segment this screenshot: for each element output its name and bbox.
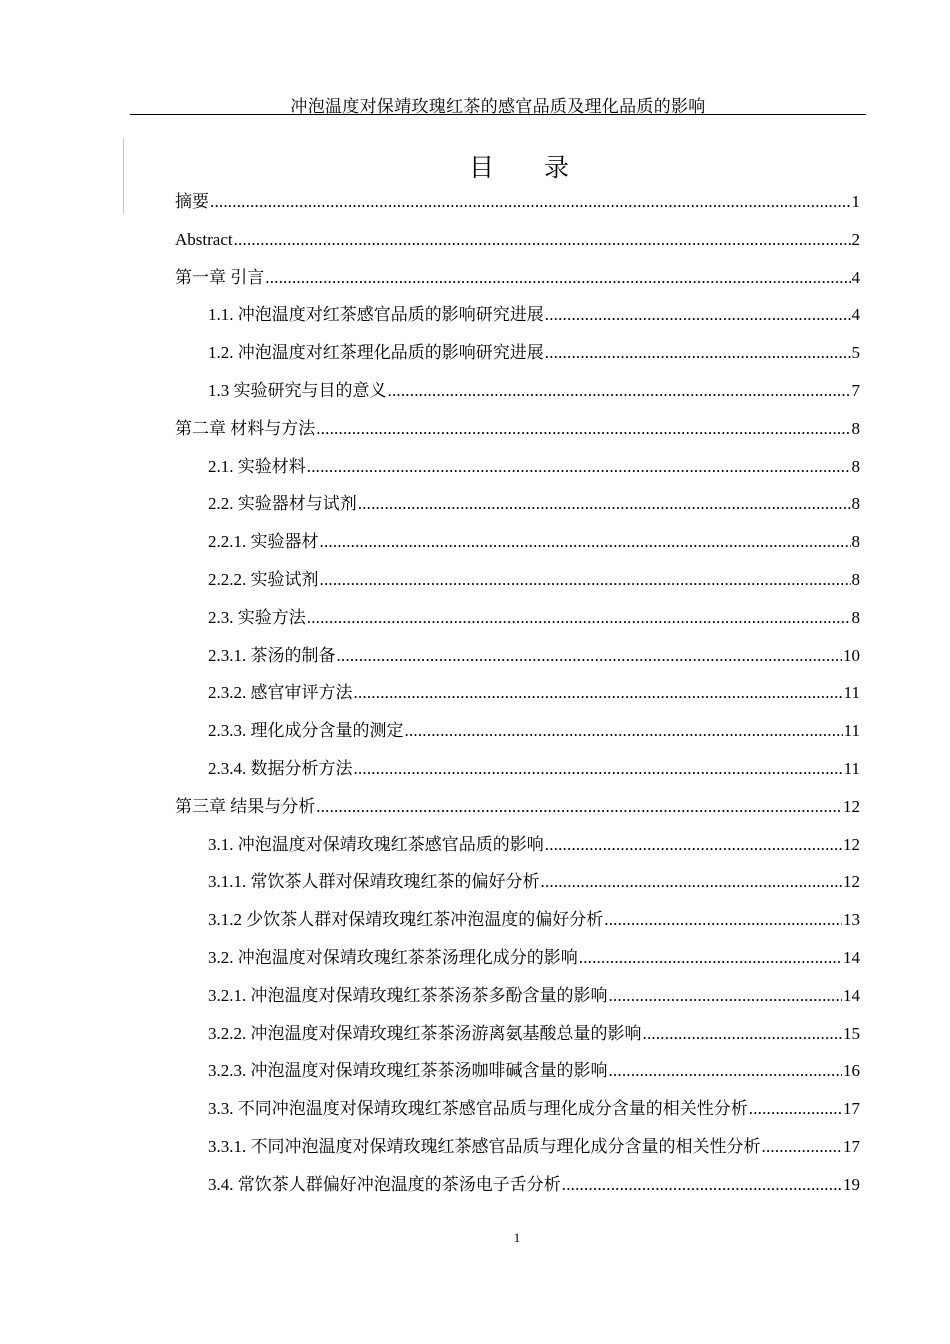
- toc-entry-label: 3.2. 冲泡温度对保靖玫瑰红茶茶汤理化成分的影响: [208, 947, 578, 967]
- toc-title-char: 目: [468, 155, 496, 182]
- toc-dot-leader: [609, 984, 843, 1008]
- toc-dot-leader: [749, 1097, 842, 1121]
- toc-entry-page: 17: [843, 1099, 860, 1119]
- toc-entry-label: 3.1.2 少饮茶人群对保靖玫瑰红茶冲泡温度的偏好分析: [208, 910, 604, 930]
- toc-entry-page: 8: [851, 418, 860, 438]
- toc-entry-page: 4: [851, 305, 860, 325]
- toc-entry-page: 12: [843, 834, 860, 854]
- toc-entry-label: 3.2.1. 冲泡温度对保靖玫瑰红茶茶汤茶多酚含量的影响: [208, 985, 608, 1005]
- toc-entry-page: 8: [851, 532, 860, 552]
- toc-dot-leader: [210, 190, 851, 214]
- toc-dot-leader: [316, 795, 842, 819]
- toc-entry-label: 3.1. 冲泡温度对保靖玫瑰红茶感官品质的影响: [208, 834, 544, 854]
- toc-entry-label: 3.3.1. 不同冲泡温度对保靖玫瑰红茶感官品质与理化成分含量的相关性分析: [208, 1136, 761, 1156]
- toc-dot-leader: [320, 568, 851, 592]
- toc-entry-label: 3.2.3. 冲泡温度对保靖玫瑰红茶茶汤咖啡碱含量的影响: [208, 1061, 608, 1081]
- toc-dot-leader: [604, 908, 842, 932]
- toc-dot-leader: [643, 1022, 843, 1046]
- toc-entry-label: 2.3.4. 数据分析方法: [208, 758, 353, 778]
- toc-entry[interactable]: [175, 795, 860, 833]
- toc-entry[interactable]: [175, 190, 860, 228]
- running-header: 冲泡温度对保靖玫瑰红茶的感官品质及理化品质的影响: [290, 97, 706, 116]
- toc-entry[interactable]: [175, 1173, 860, 1211]
- toc-entry-page: 10: [843, 645, 860, 665]
- toc-dot-leader: [405, 719, 843, 743]
- toc-title: [0, 148, 950, 184]
- toc-entry[interactable]: [175, 530, 860, 568]
- toc-dot-leader: [358, 492, 851, 516]
- toc-entry[interactable]: [175, 1059, 860, 1097]
- toc-entry-label: 3.4. 常饮茶人群偏好冲泡温度的茶汤电子舌分析: [208, 1174, 561, 1194]
- toc-entry-page: 8: [851, 494, 860, 514]
- toc-entry[interactable]: [175, 266, 860, 304]
- toc-entry-label: 第二章 材料与方法: [175, 418, 316, 438]
- toc-dot-leader: [265, 266, 850, 290]
- toc-entry[interactable]: [175, 1022, 860, 1060]
- toc-entry-label: 3.1.1. 常饮茶人群对保靖玫瑰红茶的偏好分析: [208, 872, 540, 892]
- toc-entry[interactable]: [175, 341, 860, 379]
- toc-entry-page: 12: [843, 796, 860, 816]
- toc-entry-label: 第三章 结果与分析: [175, 796, 316, 816]
- toc-entry-page: 17: [843, 1136, 860, 1156]
- toc-entry-page: 4: [851, 267, 860, 287]
- toc-entry-page: 7: [851, 380, 860, 400]
- toc-dot-leader: [762, 1135, 843, 1159]
- toc-entry-page: 1: [851, 192, 860, 211]
- toc-entry-page: 15: [843, 1023, 860, 1043]
- toc-entry-page: 12: [843, 872, 860, 892]
- table-of-contents: [175, 190, 860, 1211]
- toc-entry[interactable]: [175, 681, 860, 719]
- toc-entry-page: 8: [851, 607, 860, 627]
- toc-entry-page: 14: [843, 947, 860, 967]
- toc-dot-leader: [609, 1059, 843, 1083]
- toc-entry-page: 11: [843, 683, 860, 703]
- toc-entry-page: 11: [843, 721, 860, 741]
- toc-entry[interactable]: [175, 644, 860, 682]
- toc-entry-label: 3.2.2. 冲泡温度对保靖玫瑰红茶茶汤游离氨基酸总量的影响: [208, 1023, 642, 1043]
- toc-dot-leader: [541, 870, 843, 894]
- toc-entry-page: 13: [843, 910, 860, 930]
- toc-dot-leader: [307, 606, 851, 630]
- toc-entry[interactable]: [175, 417, 860, 455]
- toc-entry-label: 2.2.1. 实验器材: [208, 532, 319, 552]
- toc-entry-label: 3.3. 不同冲泡温度对保靖玫瑰红茶感官品质与理化成分含量的相关性分析: [208, 1099, 748, 1119]
- toc-entry-label: 2.1. 实验材料: [208, 456, 306, 476]
- toc-dot-leader: [337, 644, 843, 668]
- toc-entry[interactable]: [175, 568, 860, 606]
- toc-dot-leader: [307, 455, 851, 479]
- toc-entry-page: 11: [843, 758, 860, 778]
- toc-dot-leader: [545, 303, 851, 327]
- toc-entry[interactable]: [175, 228, 860, 266]
- toc-entry[interactable]: [175, 379, 860, 417]
- toc-entry-label: 2.3. 实验方法: [208, 607, 306, 627]
- toc-entry[interactable]: [175, 908, 860, 946]
- toc-dot-leader: [320, 530, 851, 554]
- toc-entry[interactable]: [175, 719, 860, 757]
- toc-entry-label: 2.3.3. 理化成分含量的测定: [208, 721, 404, 741]
- toc-entry-label: 2.2.2. 实验试剂: [208, 569, 319, 589]
- toc-entry[interactable]: [175, 946, 860, 984]
- toc-entry-label: 1.2. 冲泡温度对红茶理化品质的影响研究进展: [208, 343, 544, 363]
- toc-entry-label: 1.1. 冲泡温度对红茶感官品质的影响研究进展: [208, 305, 544, 325]
- toc-entry-label: Abstract: [175, 229, 233, 249]
- toc-entry-label: 1.3 实验研究与目的意义: [208, 380, 387, 400]
- footer-page-number: 1: [513, 1230, 521, 1245]
- toc-entry[interactable]: [175, 303, 860, 341]
- toc-entry-page: 8: [851, 569, 860, 589]
- toc-entry[interactable]: [175, 492, 860, 530]
- toc-entry[interactable]: [175, 1135, 860, 1173]
- toc-entry[interactable]: [175, 606, 860, 644]
- toc-dot-leader: [562, 1173, 842, 1197]
- toc-title-char: 录: [544, 155, 572, 182]
- toc-dot-leader: [316, 417, 850, 441]
- header-rule: [130, 114, 866, 115]
- toc-entry-label: 2.3.1. 茶汤的制备: [208, 645, 336, 665]
- toc-entry[interactable]: [175, 455, 860, 493]
- toc-entry-page: 2: [851, 229, 860, 249]
- toc-dot-leader: [545, 833, 842, 857]
- toc-dot-leader: [388, 379, 851, 403]
- toc-entry-page: 19: [843, 1174, 860, 1194]
- toc-entry-label: 2.2. 实验器材与试剂: [208, 494, 357, 514]
- toc-entry[interactable]: [175, 833, 860, 871]
- toc-entry-page: 16: [843, 1061, 860, 1081]
- toc-dot-leader: [234, 228, 851, 252]
- toc-entry[interactable]: [175, 1097, 860, 1135]
- toc-dot-leader: [354, 757, 843, 781]
- toc-dot-leader: [579, 946, 842, 970]
- toc-entry[interactable]: [175, 757, 860, 795]
- toc-dot-leader: [545, 341, 851, 365]
- toc-entry-page: 5: [851, 343, 860, 363]
- toc-entry-label: 摘要: [175, 192, 209, 211]
- toc-entry-label: 2.3.2. 感官审评方法: [208, 683, 353, 703]
- toc-entry-page: 14: [843, 985, 860, 1005]
- toc-entry[interactable]: [175, 984, 860, 1022]
- toc-dot-leader: [354, 681, 843, 705]
- toc-entry[interactable]: [175, 870, 860, 908]
- toc-entry-label: 第一章 引言: [175, 267, 265, 287]
- toc-entry-page: 8: [851, 456, 860, 476]
